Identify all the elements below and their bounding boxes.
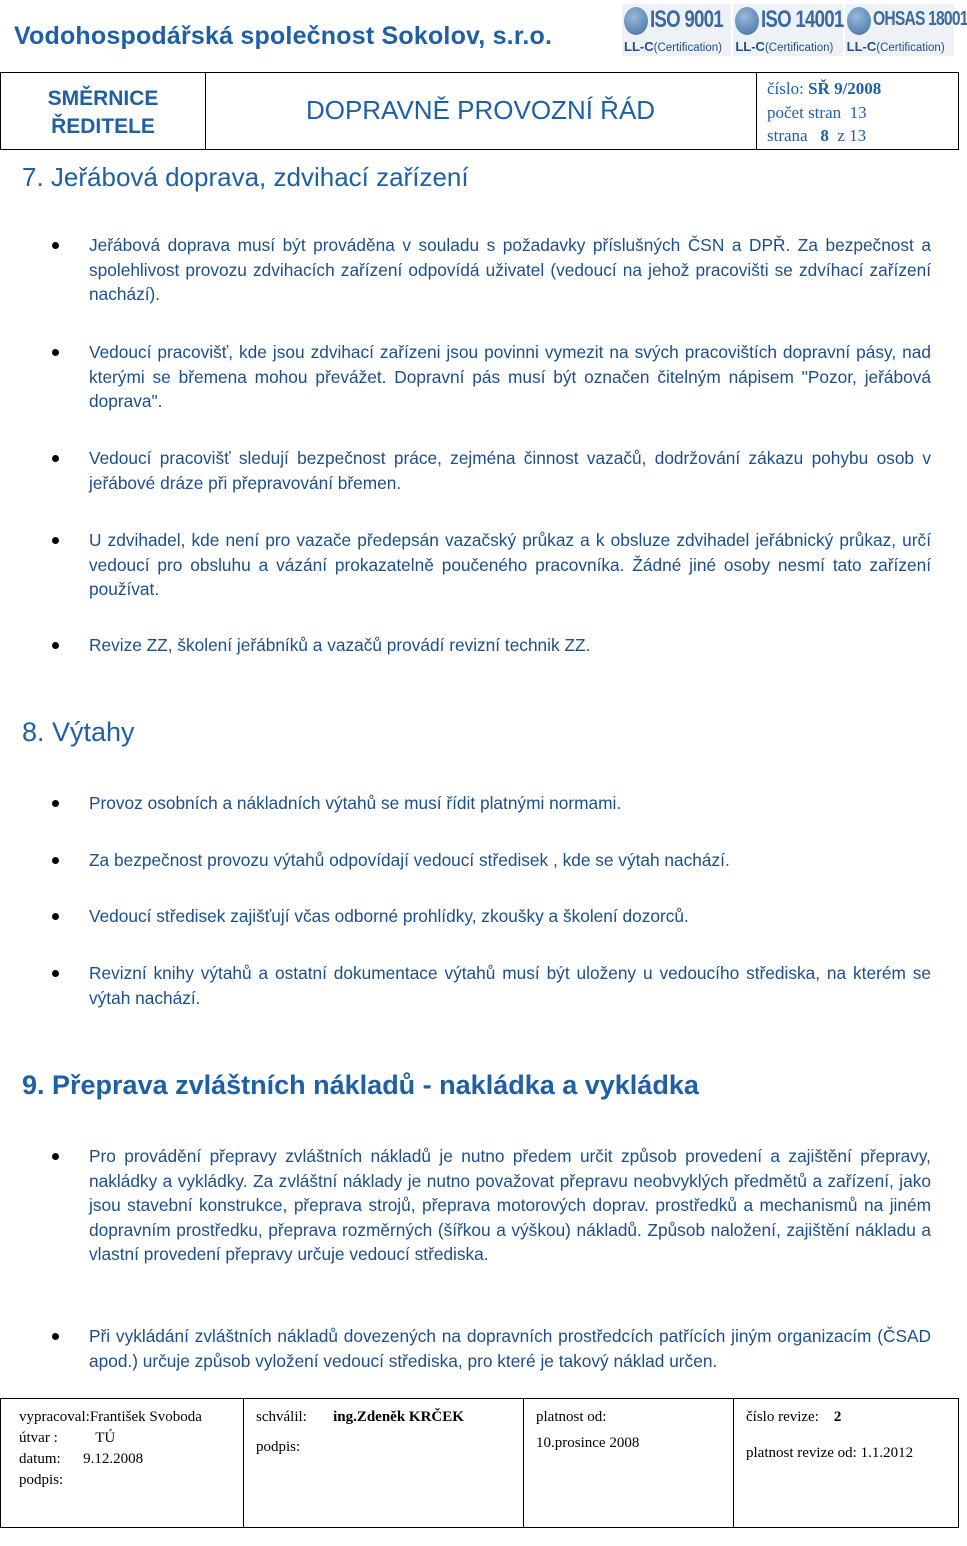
bullet-icon [52, 913, 59, 920]
document-footer [0, 1398, 959, 1528]
list-item: Pro provádění přepravy zvláštních nákladů je nutno předem určit způsob provedení a zajištění přepravy, nakládky a vykládky. Za zvláštní náklady je nutno považovat přepravu neobvyklých předmětů a zařízení, jako jsou stavební konstrukce, přeprava strojů, přeprava motorových doprav. prostředků a mechanismů na jiném dopravním prostředku, přeprava rozměrných (šířkou a výškou) nákladů. Způsob naložení, zajištění nákladu a vlastní provedení přepravy určuje vedoucí střediska. [89, 1146, 931, 1264]
globe-icon [624, 7, 648, 35]
bullet-icon [52, 800, 59, 807]
list-item: Při vykládání zvláštních nákladů dovezených na dopravních prostředcích patřících jiným organizacím (ČSAD apod.) určuje způsob vyložení vedoucí střediska, pro které je takový náklad určen. [89, 1326, 931, 1371]
top-banner [0, 0, 967, 72]
bullet-icon [52, 1333, 59, 1340]
header-cell-meta [757, 73, 958, 149]
document-header [0, 72, 959, 150]
department: útvar : TÚ [19, 1430, 116, 1446]
approved-by: schválil: ing.Zdeněk KRČEK [256, 1409, 464, 1425]
list-item: Vedoucí pracovišť sledují bezpečnost práce, zejména činnost vazačů, dodržování zákazu pohybu osob v jeřábové dráze při přepravování břemen. [89, 448, 931, 493]
list-item: Vedoucí pracovišť, kde jsou zdvihací zařízeni jsou povinni vymezit na svých pracovištích dopravní pásy, nad kterými se břemena mohou převážet. Dopravní pás musí být označen čitelným nápisem "Pozor, jeřábová doprava". [89, 342, 931, 411]
doc-type-line1: SMĚRNICE [47, 87, 159, 110]
list-item: U zdvihadel, kde není pro vazače předepsán vazačský průkaz a k obsluze zdvihadel jeřábnický průkaz, určí vedoucí pro obsluhu a vázání prokazatelně poučeného pracovníka. Žádné jiné osoby nesmí tato zařízení používat. [89, 530, 931, 599]
cert-body: LL-C(Certification) [846, 39, 945, 54]
cert-standard: ISO 14001 [761, 6, 844, 33]
section-7-heading: 7. Jeřábová doprava, zdvihací zařízení [22, 162, 469, 192]
bullet-icon [52, 642, 59, 649]
doc-type-line2: ŘEDITELE [51, 115, 155, 138]
footer-cell-revision [734, 1399, 958, 1527]
cert-standard: OHSAS 18001 [872, 8, 967, 30]
header-cell-title [205, 73, 757, 149]
list-item: Za bezpečnost provozu výtahů odpovídají vedoucí středisek , kde se výtah nachází. [89, 850, 730, 870]
bullet-icon [52, 1153, 59, 1160]
list-item: Provoz osobních a nákladních výtahů se musí řídit platnými normami. [89, 793, 622, 813]
bullet-icon [52, 857, 59, 864]
signature-label: podpis: [256, 1439, 301, 1455]
document-title: DOPRAVNĚ PROVOZNÍ ŘÁD [305, 95, 656, 125]
doc-number: číslo: SŘ 9/2008 [767, 79, 882, 98]
date: datum: 9.12.2008 [19, 1451, 144, 1467]
signature-label: podpis: [19, 1472, 64, 1488]
validity-date: 10.prosince 2008 [536, 1435, 640, 1451]
header-cell-type [1, 73, 206, 149]
cert-ohsas-18001 [845, 4, 967, 56]
list-item: Vedoucí středisek zajišťují včas odborné prohlídky, zkoušky a školení dozorců. [89, 906, 689, 926]
author: vypracoval:František Svoboda [19, 1409, 202, 1425]
bullet-icon [52, 349, 59, 356]
revision-validity: platnost revize od: 1.1.2012 [746, 1445, 914, 1461]
cert-body: LL-C(Certification) [735, 39, 834, 54]
bullet-icon [52, 970, 59, 977]
section-9-heading: 9. Přeprava zvláštních nákladů - nakládka a vykládka [22, 1070, 699, 1100]
cert-body: LL-C(Certification) [624, 39, 722, 54]
section-8-heading: 8. Výtahy [22, 717, 135, 747]
cert-iso-14001 [733, 4, 842, 56]
validity-label: platnost od: [536, 1409, 607, 1425]
page-count: počet stran 13 [767, 103, 867, 122]
certification-logos [622, 4, 967, 56]
list-item: Revizní knihy výtahů a ostatní dokumentace výtahů musí být uloženy u vedoucího střediska, na kterém se výtah nachází. [89, 963, 931, 1008]
footer-cell-validity [524, 1399, 734, 1527]
cert-iso-9001 [622, 4, 731, 56]
globe-icon [847, 7, 871, 35]
list-item: Jeřábová doprava musí být prováděna v souladu s požadavky příslušných ČSN a DPŘ. Za bezpečnost a spolehlivost provozu zdvihacích zařízení odpovídá uživatel (vedoucí na jehož pracovišti se zdvíhací zařízení nachází). [89, 235, 931, 304]
bullet-icon [52, 455, 59, 462]
footer-cell-approval [244, 1399, 524, 1527]
cert-standard: ISO 9001 [650, 6, 723, 33]
list-item: Revize ZZ, školení jeřábníků a vazačů provádí revizní technik ZZ. [89, 635, 591, 655]
company-name: Vodohospodářská společnost Sokolov, s.r.o. [14, 22, 553, 50]
revision-number: číslo revize: 2 [746, 1409, 842, 1425]
page-number: strana 8 z 13 [767, 126, 867, 145]
footer-cell-author [1, 1399, 244, 1527]
globe-icon [735, 7, 759, 35]
bullet-icon [52, 242, 59, 249]
bullet-icon [52, 537, 59, 544]
